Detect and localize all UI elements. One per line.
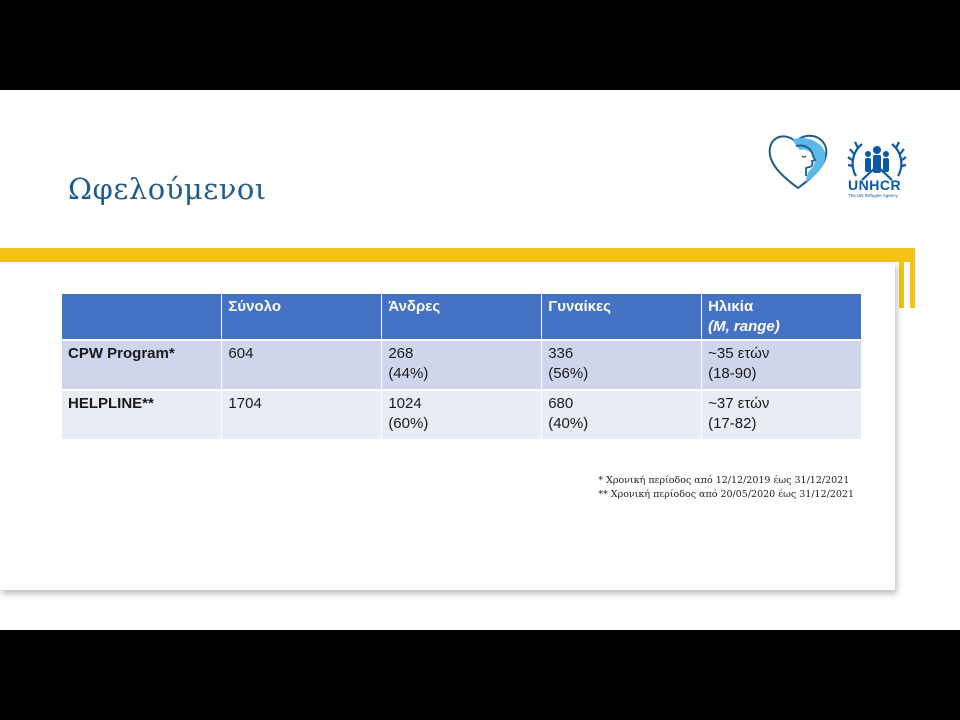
table-cell: 680 (40%) xyxy=(542,390,702,440)
table-cell: 1024 (60%) xyxy=(382,390,542,440)
unhcr-wordmark: UNHCR xyxy=(848,177,902,193)
header-cell-women: Γυναίκες xyxy=(542,294,702,340)
beneficiaries-table xyxy=(62,294,862,441)
row-label: CPW Program* xyxy=(62,340,222,390)
row-label: HELPLINE** xyxy=(62,390,222,440)
table-row xyxy=(62,340,862,390)
accent-bar xyxy=(0,248,915,262)
footnote: ** Χρονική περίοδος από 20/05/2020 έως 31/12/2021 xyxy=(598,489,854,500)
table-cell: ~37 ετών (17-82) xyxy=(702,390,862,440)
header-cell-men: Άνδρες xyxy=(382,294,542,340)
slide xyxy=(0,90,960,630)
accent-bar-vertical xyxy=(899,248,904,308)
table-cell: ~35 ετών (18-90) xyxy=(702,340,862,390)
unhcr-tagline: The UN Refugee Agency xyxy=(848,193,898,198)
table-header-row xyxy=(62,294,862,340)
table-cell: 1704 xyxy=(222,390,382,440)
header-cell-total: Σύνολο xyxy=(222,294,382,340)
footnotes xyxy=(598,474,854,502)
header-cell-empty xyxy=(62,294,222,340)
table-cell: 604 xyxy=(222,340,382,390)
accent-bar-vertical xyxy=(910,248,915,308)
header-cell-age: Ηλικία (M, range) xyxy=(702,294,862,340)
head-heart-logo-icon xyxy=(766,130,830,190)
table-row xyxy=(62,390,862,440)
slide-title: Ωφελούμενοι xyxy=(68,172,267,206)
table-cell: 336 (56%) xyxy=(542,340,702,390)
table-cell: 268 (44%) xyxy=(382,340,542,390)
footnote: * Χρονική περίοδος από 12/12/2019 έως 31/12/2021 xyxy=(598,475,850,486)
